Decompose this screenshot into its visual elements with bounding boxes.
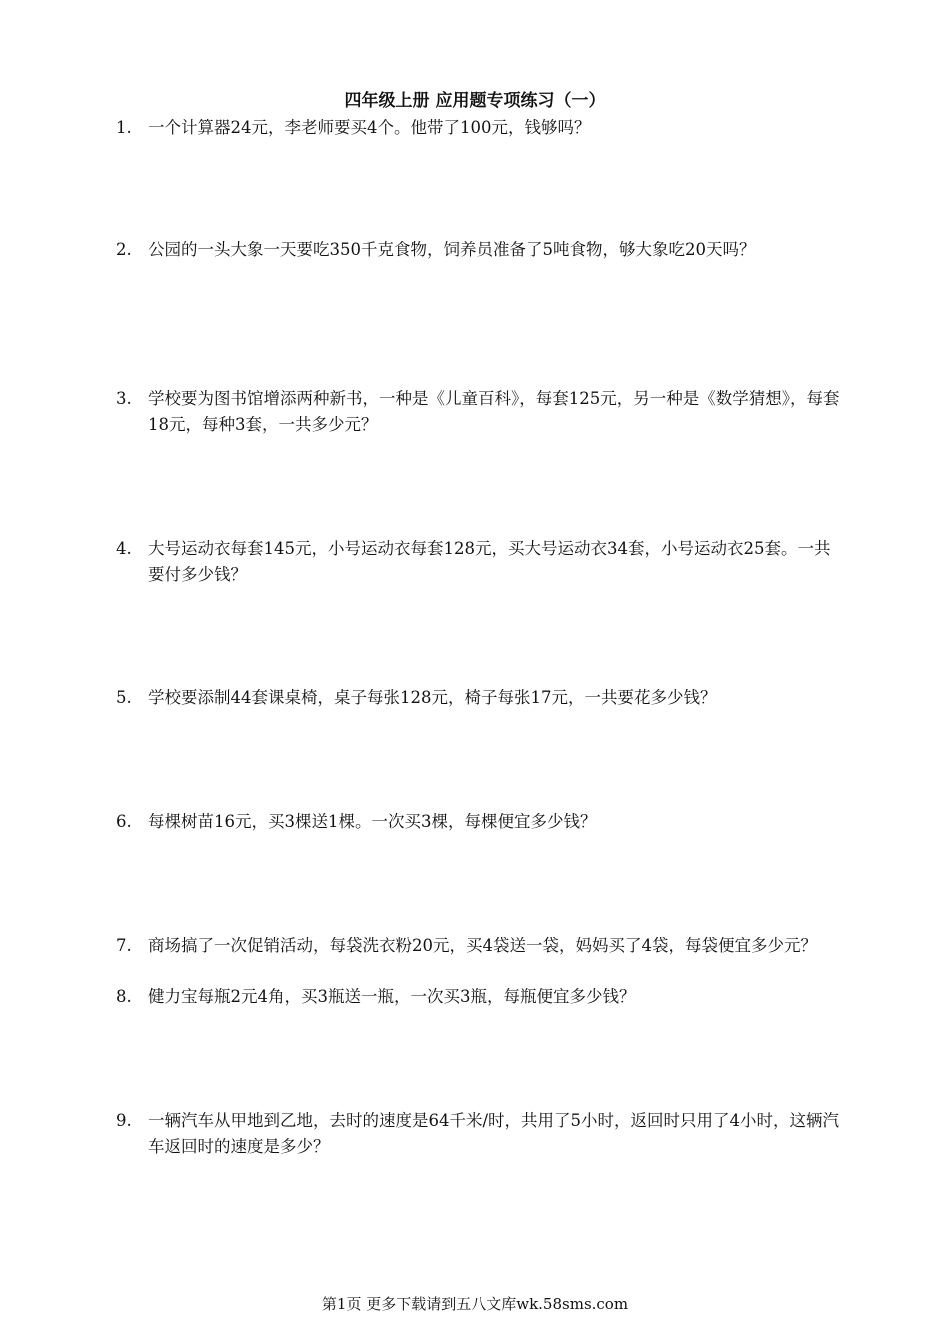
question-text: 大号运动衣每套145元，小号运动衣每套128元，买大号运动衣34套，小号运动衣25套。一共要付多少钱？	[148, 539, 831, 584]
question-9	[116, 1108, 840, 1160]
question-text: 每棵树苗16元，买3棵送1棵。一次买3棵，每棵便宜多少钱？	[148, 812, 597, 831]
question-5	[116, 685, 840, 711]
question-2	[116, 237, 840, 263]
question-text: 学校要为图书馆增添两种新书，一种是《儿童百科》，每套125元，另一种是《数学猜想》，每套18元，每种3套，一共多少元？	[148, 389, 840, 434]
question-number: 8.	[116, 987, 132, 1006]
question-4	[116, 536, 840, 588]
question-number: 6.	[116, 812, 132, 831]
question-8	[116, 984, 840, 1010]
question-3	[116, 386, 840, 438]
question-text: 健力宝每瓶2元4角，买3瓶送一瓶，一次买3瓶，每瓶便宜多少钱？	[148, 987, 636, 1006]
question-7	[116, 933, 840, 959]
question-number: 2.	[116, 240, 132, 259]
question-text: 公园的一头大象一天要吃350千克食物，饲养员准备了5吨食物，够大象吃20天吗？	[148, 240, 756, 259]
question-text: 一辆汽车从甲地到乙地，去时的速度是64千米/时，共用了5小时，返回时只用了4小时，这辆汽车返回时的速度是多少？	[148, 1111, 840, 1156]
question-text: 学校要添制44套课桌椅，桌子每张128元，椅子每张17元，一共要花多少钱？	[148, 688, 717, 707]
page-title: 四年级上册 应用题专项练习（一）	[344, 91, 606, 111]
question-number: 4.	[116, 539, 132, 558]
question-number: 1.	[116, 118, 132, 137]
question-text: 商场搞了一次促销活动，每袋洗衣粉20元，买4袋送一袋，妈妈买了4袋，每袋便宜多少元？	[148, 936, 817, 955]
question-number: 7.	[116, 936, 132, 955]
question-1	[116, 115, 840, 141]
question-number: 9.	[116, 1111, 132, 1130]
question-text: 一个计算器24元，李老师要买4个。他带了100元，钱够吗？	[148, 118, 591, 137]
question-6	[116, 809, 840, 835]
page-footer: 第1页 更多下载请到五八文库wk.58sms.com	[321, 1295, 629, 1313]
question-number: 3.	[116, 389, 132, 408]
question-number: 5.	[116, 688, 132, 707]
